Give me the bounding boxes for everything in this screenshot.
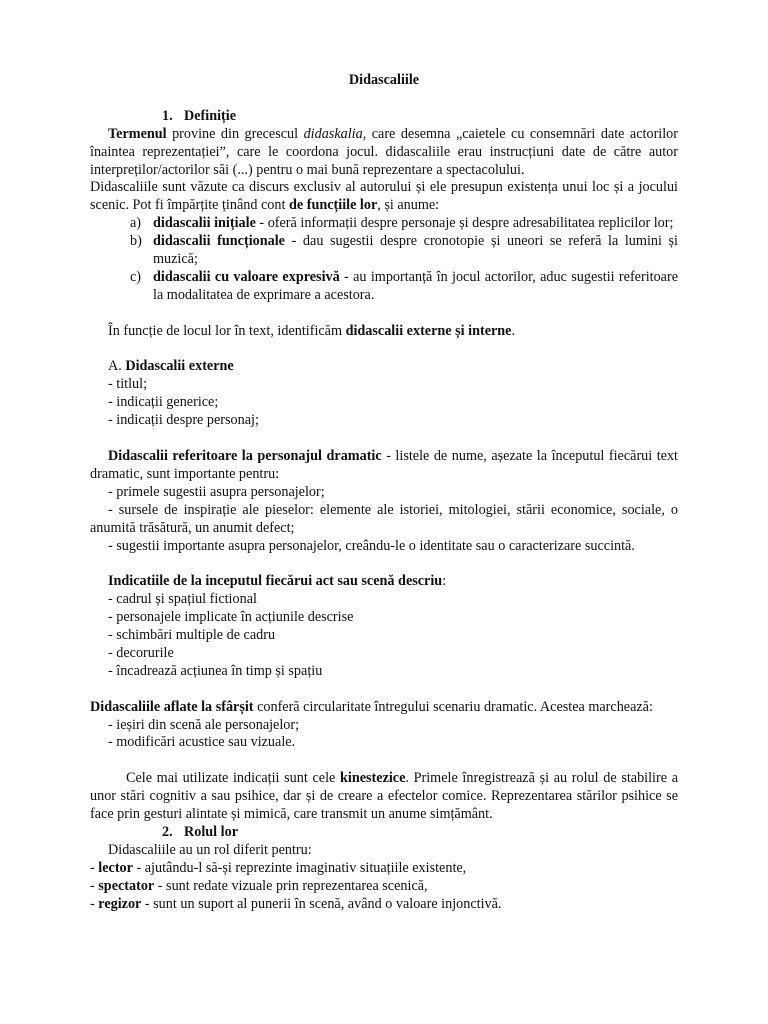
indicatii-bold: Indicatiile de la inceputul fiecărui act sau scenă descriu bbox=[108, 573, 443, 590]
location-text: În funcție de locul lor în text, identificăm bbox=[108, 322, 346, 339]
types-list bbox=[90, 215, 678, 305]
list-item: - decorurile bbox=[108, 644, 174, 661]
list-item-bold: regizor bbox=[98, 895, 142, 912]
document-title: Didascaliile bbox=[348, 72, 420, 88]
list-marker: a) bbox=[130, 215, 142, 232]
list-item bbox=[90, 215, 678, 233]
section-heading-definitie bbox=[90, 108, 678, 126]
list-marker: b) bbox=[130, 233, 142, 250]
external-heading bbox=[90, 358, 678, 376]
list-item bbox=[90, 233, 678, 269]
indicatii-colon: : bbox=[442, 573, 447, 590]
roles-intro: Didascaliile au un rol diferit pentru: bbox=[108, 841, 312, 858]
list-item: - personajele implicate în acțiunile descrise bbox=[108, 609, 354, 626]
list-item bbox=[90, 860, 678, 878]
list-item-bold: spectator bbox=[98, 877, 155, 894]
section-title: Rolul lor bbox=[184, 823, 238, 840]
list-item: - modificări acustice sau vizuale. bbox=[108, 734, 296, 751]
list-item-bold: didascalii cu valoare expresivă bbox=[153, 268, 340, 285]
functions-text-end: , și anume: bbox=[377, 197, 440, 214]
document-page bbox=[90, 72, 678, 913]
list-dash: - bbox=[90, 877, 99, 894]
kinestezice-text-end: . Primele înregistrează și au rolul de stabilire a unor stări cognitiv a sau psihice, dar și de creare a efectelor comice. Reprezentarea stărilor psihice se face prin gesturi alintate și mimică, care transmit un anume simțământ. bbox=[90, 770, 678, 823]
kinestezice-bold: kinestezice bbox=[340, 770, 406, 787]
final-text: conferă circularitate întregului scenariu dramatic. Acestea marchează: bbox=[253, 698, 653, 715]
list-item: - sugestii importante asupra personajelor, creându-le o identitate sau o caracterizare succintă. bbox=[108, 537, 635, 554]
list-item: - indicații generice; bbox=[108, 394, 219, 411]
list-item: - cadrul și spațiul fictional bbox=[108, 591, 257, 608]
list-marker: c) bbox=[130, 268, 142, 285]
list-item-desc: - oferă informații despre personaje și despre adresabilitatea replicilor lor; bbox=[255, 215, 674, 232]
spacer bbox=[90, 555, 678, 573]
list-item-desc: - au importanță în jocul actorilor, aduc sugestii referitoare la modalitatea de exprimare a acestora. bbox=[153, 268, 678, 303]
final-paragraph bbox=[90, 699, 678, 717]
list-item-text bbox=[153, 215, 678, 233]
personaj-bold: Didascalii referitoare la personajul dramatic bbox=[108, 447, 382, 464]
list-item: - primele sugestii asupra personajelor; bbox=[108, 483, 325, 500]
kinestezice-paragraph bbox=[90, 770, 678, 824]
intro-text-end: , care desemna „caietele cu consemnări date actorilor înaintea reprezentației”, care le coordona jocul. didascaliile erau instrucțiuni date de către autor interpreților/actorilor săi (...) pentru o mai bună reprezentare a spectacolului. bbox=[90, 125, 678, 178]
spacer bbox=[90, 341, 678, 359]
list-item-desc: - sunt redate vizuale prin reprezentarea scenică, bbox=[154, 877, 428, 894]
personaj-paragraph bbox=[90, 448, 678, 484]
list-dash: - bbox=[90, 895, 99, 912]
list-item-bold: didascalii funcționale bbox=[153, 233, 285, 250]
location-bold: didascalii externe și interne bbox=[345, 322, 512, 339]
list-item-bold: didascalii inițiale bbox=[153, 215, 256, 232]
location-paragraph bbox=[90, 323, 678, 341]
list-item-text bbox=[153, 233, 678, 269]
personaj-text: - listele de nume, așezate la începutul fiecărui text dramatic, sunt importante pentru: bbox=[90, 447, 678, 482]
spacer bbox=[90, 752, 678, 770]
functions-paragraph bbox=[90, 179, 678, 215]
list-item-text bbox=[153, 269, 678, 305]
location-text-end: . bbox=[511, 322, 516, 339]
list-item bbox=[90, 896, 678, 914]
intro-text: provine din grecescul bbox=[166, 125, 304, 142]
list-item: - schimbări multiple de cadru bbox=[108, 627, 276, 644]
intro-italic: didaskalia bbox=[303, 125, 363, 142]
intro-bold: Termenul bbox=[108, 125, 167, 142]
kinestezice-text: Cele mai utilizate indicații sunt cele bbox=[126, 770, 340, 787]
list-item bbox=[90, 878, 678, 896]
functions-bold: de funcțiile lor bbox=[288, 197, 378, 214]
spacer bbox=[90, 305, 678, 323]
intro-paragraph bbox=[90, 126, 678, 180]
list-item-desc: - sunt un suport al punerii în scenă, având o valoare injonctivă. bbox=[141, 895, 502, 912]
section-title: Definiție bbox=[184, 107, 237, 124]
functions-text: Didascaliile sunt văzute ca discurs exclusiv al autorului și ele presupun existența unui loc și a jocului scenic. Pot fi împărțite ținând cont bbox=[90, 179, 678, 214]
list-item: - titlul; bbox=[108, 376, 148, 393]
external-heading-bold: Didascalii externe bbox=[125, 358, 234, 375]
external-prefix: A. bbox=[108, 358, 126, 375]
list-item: - încadrează acțiunea în timp și spațiu bbox=[108, 662, 323, 679]
list-item-desc: - ajutându-l să-și reprezinte imaginativ situațiile existente, bbox=[132, 859, 467, 876]
section-number: 1. bbox=[162, 107, 173, 124]
indicatii-heading bbox=[90, 573, 678, 591]
list-item bbox=[90, 269, 678, 305]
spacer bbox=[90, 430, 678, 448]
list-item-bold: lector bbox=[98, 859, 133, 876]
final-bold: Didascaliile aflate la sfârșit bbox=[90, 698, 254, 715]
list-dash: - bbox=[90, 859, 99, 876]
list-item: - sursele de inspirație ale pieselor: elemente ale istoriei, mitologiei, stării economice, sociale, o anumită trăsătură, un anumit defect; bbox=[90, 501, 678, 536]
spacer bbox=[90, 681, 678, 699]
section-number: 2. bbox=[162, 823, 173, 840]
list-item-desc: - dau sugestii despre cronotopie și uneori se referă la lumini și muzică; bbox=[153, 233, 678, 268]
section-heading-rolul bbox=[90, 824, 678, 842]
list-item: - indicații despre personaj; bbox=[108, 412, 259, 429]
list-item: - ieșiri din scenă ale personajelor; bbox=[108, 716, 300, 733]
